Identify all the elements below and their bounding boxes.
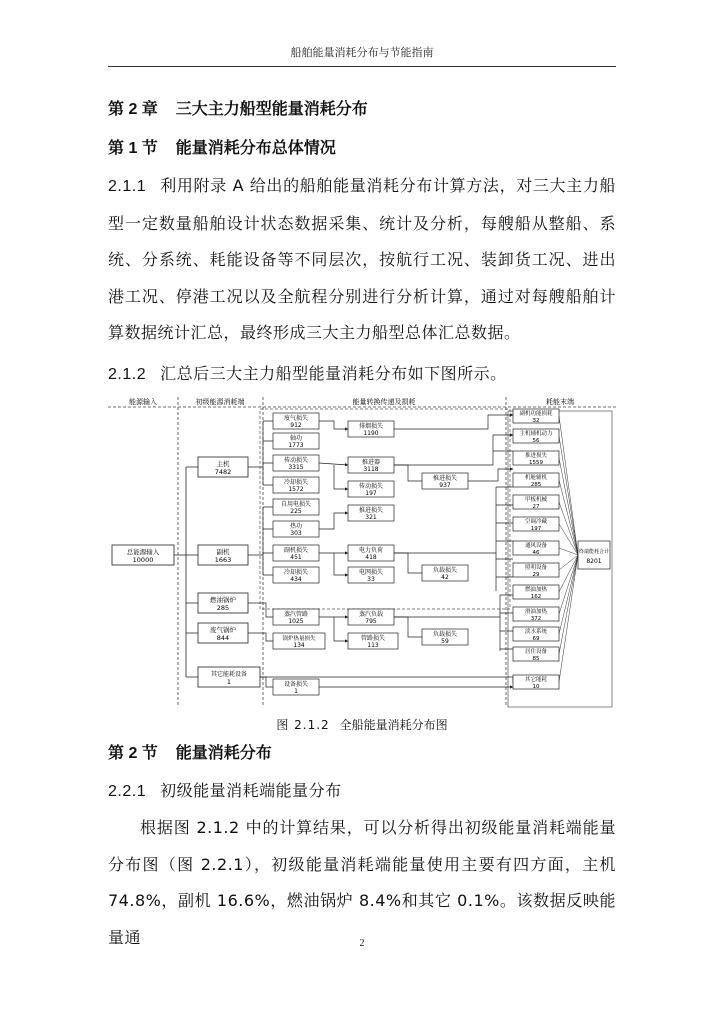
transfer-node-cooling-loss [273, 477, 319, 493]
endpoint-node [513, 517, 559, 532]
svg-text:废气损失: 废气损失 [283, 415, 309, 422]
primary-node-other [198, 667, 260, 687]
transfer-node-heat-power [273, 521, 319, 537]
svg-text:937: 937 [439, 482, 451, 489]
svg-text:418: 418 [365, 554, 377, 561]
section-2-heading [108, 740, 272, 763]
svg-text:蒸汽负载: 蒸汽负载 [358, 611, 384, 618]
transfer2-node-flue-loss [348, 421, 394, 437]
svg-text:162: 162 [530, 594, 542, 600]
primary-node-main-engine [198, 457, 248, 477]
svg-text:其它能耗: 其它能耗 [524, 677, 548, 683]
svg-text:推进损失: 推进损失 [358, 507, 384, 514]
svg-text:废气锅炉: 废气锅炉 [210, 626, 236, 634]
source-node [112, 545, 174, 565]
paragraph-2-1-1-text: 利用附录 A 给出的船舶能量消耗分布计算方法，对三大主力船型一定数量船舶设计状态数据采集、统计及分析，每艘船从整船、系统、分系统、耗能设备等不同层次，按航行工况、装卸货工况、进出港工况、停港工况以及全航程分别进行分析计算，通过对每艘船舶计算数据统计汇总，最终形成三大主力船型总体汇总数据。 [108, 176, 616, 343]
svg-text:46: 46 [532, 550, 540, 556]
svg-text:主机: 主机 [216, 460, 230, 468]
svg-text:照明设备: 照明设备 [524, 565, 548, 571]
svg-text:排烟损失: 排烟损失 [358, 423, 384, 430]
paragraph-body: 根据图 2.1.2 中的计算结果，可以分析得出初级能量消耗端能量分布图（图 2.2.1），初级能量消耗端能量使用主要有四方面，主机 74.8%，副机 16.6%，燃油锅炉 8.4%和其它 0.1%。该数据反映能量通 [108, 818, 616, 947]
paragraph-2-2-1 [108, 773, 616, 811]
chapter-heading [108, 96, 368, 119]
svg-text:8201: 8201 [586, 558, 602, 565]
svg-text:副机功能损耗: 副机功能损耗 [519, 411, 553, 417]
svg-text:终端能耗合计: 终端能耗合计 [578, 549, 610, 555]
section-2-title: 能量消耗分布 [175, 743, 272, 762]
column-header-input: 能源输入 [129, 398, 157, 406]
endpoint-nodes [513, 409, 559, 690]
endpoint-node [513, 429, 559, 444]
transfer2-node-steam-load [348, 609, 394, 625]
transfer2-node-propeller [348, 457, 394, 473]
endpoint-node [513, 627, 559, 642]
svg-text:1663: 1663 [214, 556, 232, 564]
svg-text:副机: 副机 [216, 548, 230, 556]
svg-text:传动损失: 传动损失 [283, 457, 309, 464]
endpoint-node [513, 541, 559, 556]
svg-text:795: 795 [365, 618, 377, 625]
endpoint-node [513, 495, 559, 510]
svg-text:225: 225 [290, 508, 302, 515]
svg-text:推进器: 推进器 [361, 459, 381, 466]
svg-text:燃油加热: 燃油加热 [524, 587, 548, 593]
svg-text:热功: 热功 [289, 523, 303, 530]
svg-text:电网损失: 电网损失 [358, 569, 384, 576]
svg-text:电力负荷: 电力负荷 [358, 547, 384, 554]
svg-text:134: 134 [293, 642, 305, 649]
final-node [578, 541, 610, 569]
svg-text:机舱辅机: 机舱辅机 [524, 475, 548, 481]
svg-text:居住设备: 居住设备 [524, 649, 548, 655]
svg-text:27: 27 [532, 504, 540, 510]
svg-text:285: 285 [216, 604, 230, 612]
svg-text:1572: 1572 [288, 486, 304, 493]
svg-text:淡水系统: 淡水系统 [524, 629, 548, 635]
endpoint-node [513, 607, 559, 622]
transfer-node-steam-pipe [273, 609, 319, 625]
column-header-primary: 初级能源消耗端 [195, 398, 245, 406]
paragraph-2-2-1-text: 初级能量消耗端能量分布 [160, 781, 342, 800]
page-number: 2 [359, 938, 365, 949]
svg-text:844: 844 [216, 634, 230, 642]
paragraph-2-1-2 [108, 356, 616, 394]
svg-text:甲板机械: 甲板机械 [524, 497, 548, 503]
primary-node-aux-engine [198, 545, 248, 565]
transfer-node-boiler-heat-loss [273, 633, 325, 649]
svg-text:3118: 3118 [363, 466, 379, 473]
svg-text:434: 434 [290, 576, 302, 583]
svg-text:1190: 1190 [363, 430, 379, 437]
svg-text:设备损失: 设备损失 [283, 681, 309, 688]
paragraph-2-2-1-number: 2.2.1 [108, 783, 147, 800]
svg-text:29: 29 [532, 572, 540, 578]
transfer2-node-propulsion-loss [348, 505, 394, 521]
svg-text:303: 303 [290, 530, 302, 537]
svg-text:负载损失: 负载损失 [432, 631, 458, 638]
transfer-node-device-loss [273, 679, 319, 695]
transfer3-node-load-loss-steam [422, 629, 468, 645]
svg-text:321: 321 [365, 514, 377, 521]
paragraph-2-1-1-number: 2.1.1 [108, 178, 147, 195]
transfer-node-self-power-loss [273, 499, 319, 515]
transfer2-node-electric-load [348, 545, 394, 561]
svg-text:1025: 1025 [288, 618, 304, 625]
section-2-number: 第 2 节 [108, 745, 158, 762]
endpoint-node [513, 585, 559, 600]
page-header: 船舶能量消耗分布与节能指南 [290, 46, 434, 59]
transfer-node-shaft-power [273, 433, 319, 449]
svg-text:轴功: 轴功 [289, 435, 303, 442]
header-rule [108, 66, 616, 67]
svg-text:372: 372 [530, 616, 542, 622]
svg-text:冷却损失: 冷却损失 [283, 569, 309, 576]
svg-text:推进损失: 推进损失 [432, 475, 458, 482]
endpoint-node [513, 675, 559, 690]
svg-text:7482: 7482 [214, 468, 232, 476]
transfer-node-aux-loss [273, 545, 319, 561]
svg-text:197: 197 [365, 490, 377, 497]
svg-text:3315: 3315 [288, 464, 304, 471]
figure-caption-number: 图 2.1.2 [276, 718, 330, 732]
paragraph-2-1-1 [108, 168, 616, 352]
transfer3-node-load-loss-electric [422, 565, 468, 581]
figure-caption [108, 716, 616, 733]
svg-text:1: 1 [226, 678, 232, 686]
svg-text:1559: 1559 [529, 460, 543, 466]
svg-text:42: 42 [441, 574, 449, 581]
transfer2-node-grid-loss [348, 567, 394, 583]
svg-text:滑油加热: 滑油加热 [524, 609, 548, 615]
svg-text:197: 197 [530, 526, 542, 532]
paragraph-2-1-2-number: 2.1.2 [108, 366, 147, 383]
section-1-heading [108, 135, 336, 158]
column-header-transfer: 能量转换传递及损耗 [352, 398, 416, 406]
svg-text:1773: 1773 [288, 442, 304, 449]
svg-text:56: 56 [532, 438, 540, 444]
endpoint-node [513, 473, 559, 488]
svg-text:10000: 10000 [132, 556, 154, 564]
transfer-node-exhaust-loss [273, 413, 319, 429]
svg-text:管路损失: 管路损失 [360, 635, 386, 642]
svg-text:副机损失: 副机损失 [283, 547, 309, 554]
svg-text:32: 32 [532, 418, 540, 424]
svg-text:通风设备: 通风设备 [524, 543, 548, 549]
svg-text:空调冷藏: 空调冷藏 [524, 519, 548, 525]
svg-text:自用电损失: 自用电损失 [280, 501, 312, 508]
endpoint-node [513, 563, 559, 578]
svg-text:推进损失: 推进损失 [524, 453, 548, 459]
paragraph-2-1-2-text: 汇总后三大主力船型能量消耗分布如下图所示。 [160, 364, 507, 383]
primary-node-oil-boiler [198, 593, 248, 613]
svg-text:285: 285 [530, 482, 542, 488]
figure-caption-text: 全船能量消耗分布图 [339, 718, 448, 732]
svg-text:冷却损失: 冷却损失 [283, 479, 309, 486]
svg-text:33: 33 [367, 576, 375, 583]
transfer2-node-transmission-loss [348, 481, 394, 497]
svg-text:燃油锅炉: 燃油锅炉 [210, 596, 236, 604]
svg-text:59: 59 [441, 638, 449, 645]
svg-text:其它能耗设备: 其它能耗设备 [210, 671, 248, 678]
svg-text:451: 451 [290, 554, 302, 561]
svg-text:负载损失: 负载损失 [432, 567, 458, 574]
section-1-title: 能量消耗分布总体情况 [175, 138, 336, 157]
svg-text:10: 10 [532, 684, 540, 690]
primary-node-exhaust-boiler [198, 623, 248, 643]
svg-text:主机辅机动力: 主机辅机动力 [519, 431, 553, 437]
svg-text:总能源输入: 总能源输入 [126, 548, 160, 556]
chapter-number: 第 2 章 [108, 101, 158, 118]
svg-text:85: 85 [532, 656, 540, 662]
svg-text:113: 113 [367, 642, 379, 649]
transfer2-node-pipe-loss [348, 633, 398, 649]
section-1-number: 第 1 节 [108, 140, 158, 157]
endpoint-node [513, 647, 559, 662]
svg-text:912: 912 [290, 422, 302, 429]
svg-text:传动损失: 传动损失 [358, 483, 384, 490]
svg-text:1: 1 [294, 688, 298, 695]
transfer-node-transmission-loss [273, 455, 319, 471]
svg-text:69: 69 [532, 636, 540, 642]
endpoint-node [513, 409, 559, 424]
chapter-title: 三大主力船型能量消耗分布 [175, 99, 368, 118]
transfer3-node-propulsion-loss [422, 473, 468, 489]
transfer-node-aux-cooling-loss [273, 567, 319, 583]
svg-text:蒸汽管路: 蒸汽管路 [283, 611, 309, 618]
endpoint-node [513, 451, 559, 466]
energy-flow-diagram [108, 395, 616, 711]
svg-text:锅炉热量损失: 锅炉热量损失 [282, 636, 316, 642]
column-header-endpoint: 耗能末端 [546, 398, 574, 406]
